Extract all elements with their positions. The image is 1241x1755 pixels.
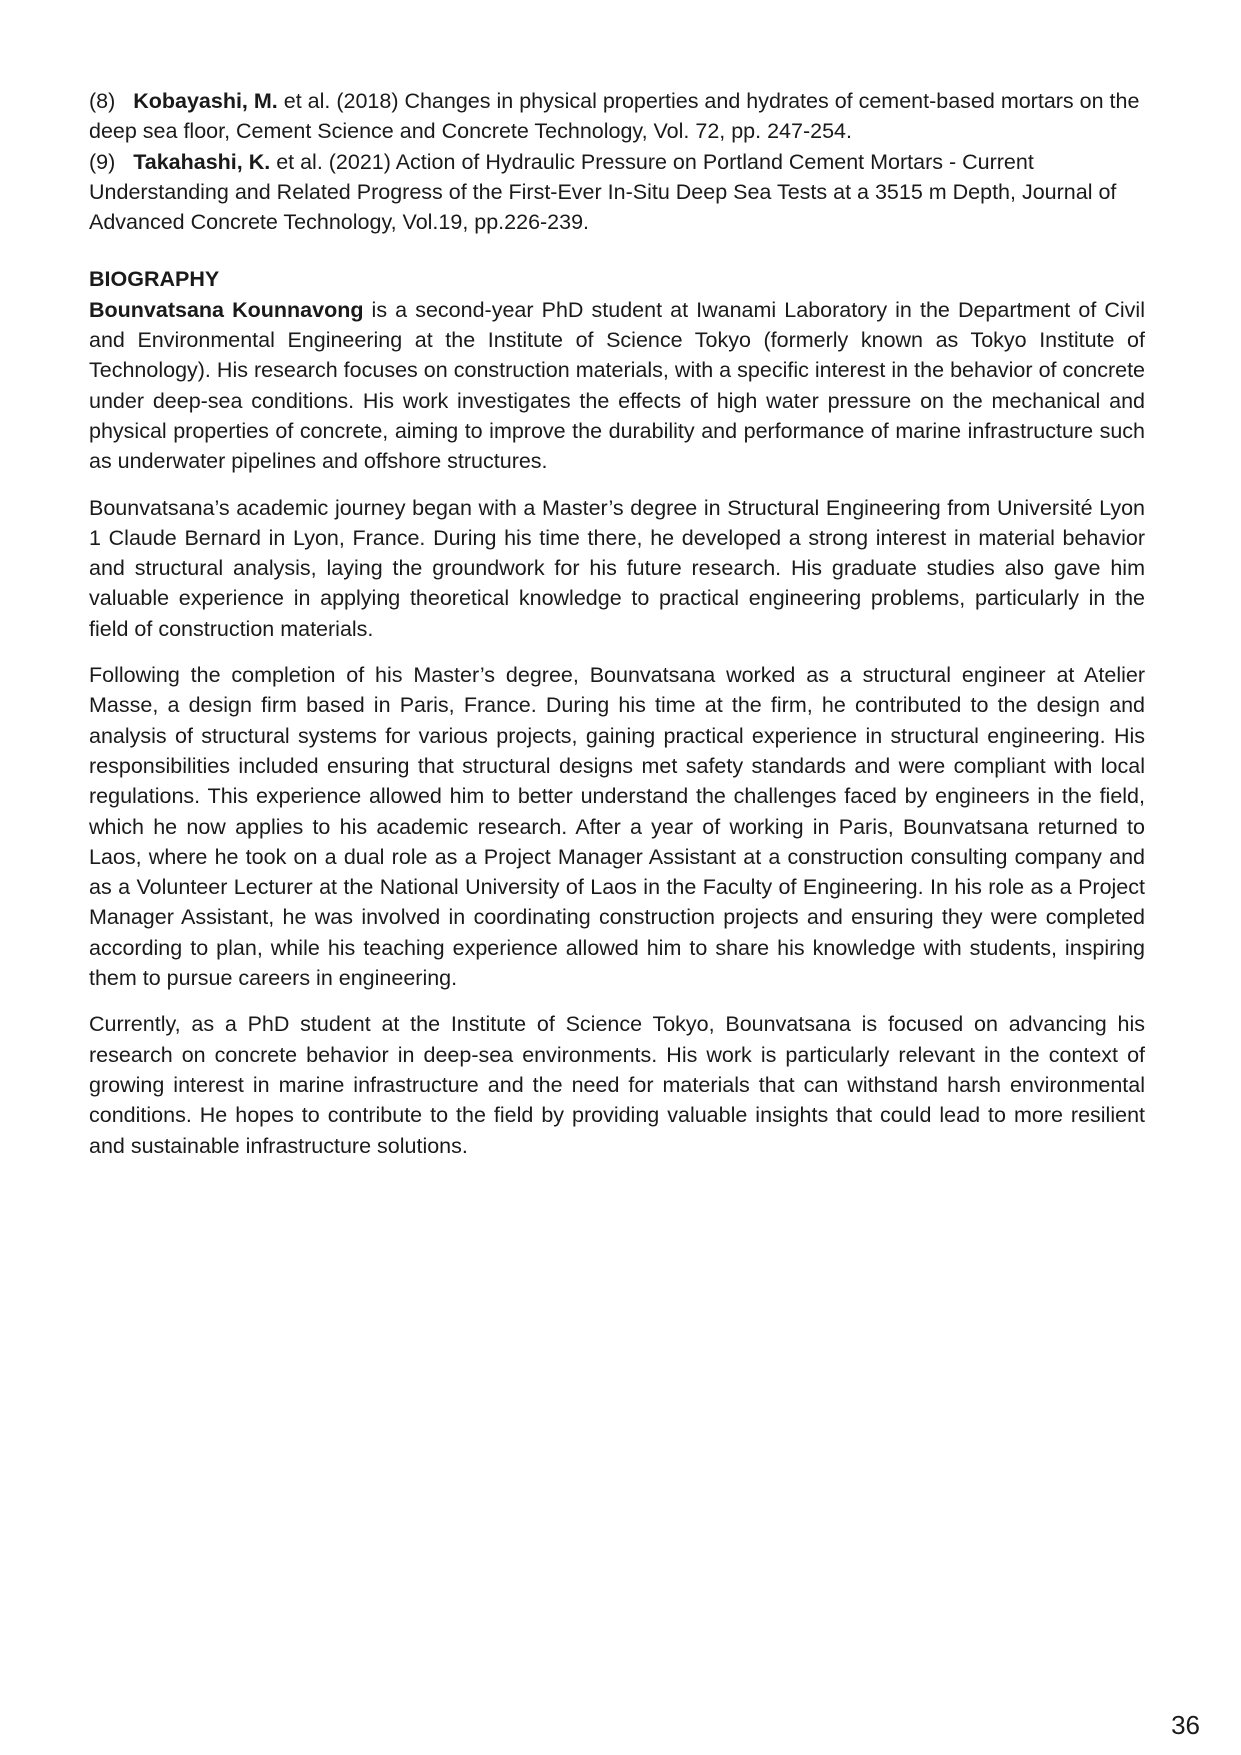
reference-number: (9) xyxy=(89,149,116,174)
reference-text: et al. (2021) Action of Hydraulic Pressure on Portland Cement Mortars - Current Understanding and Related Progress of the First-Ever In-Situ Deep Sea Tests at a 3515 m Depth, Journal of Advanced Concrete Technology, Vol.19, pp.226-239. xyxy=(89,149,1117,235)
biography-heading: BIOGRAPHY xyxy=(89,267,220,292)
biography-paragraph-1 xyxy=(89,295,1145,477)
biography-paragraph-4: Currently, as a PhD student at the Institute of Science Tokyo, Bounvatsana is focused on advancing his research on concrete behavior in deep-sea environments. His work is particularly relevant in the context of growing interest in marine infrastructure and the need for materials that can withstand harsh environmental conditions. He hopes to contribute to the field by providing valuable insights that could lead to more resilient and sustainable infrastructure solutions. xyxy=(89,1012,1145,1158)
biography-paragraph-1-text: is a second-year PhD student at Iwanami Laboratory in the Department of Civil and Environmental Engineering at the Institute of Science Tokyo (formerly known as Tokyo Institute of Technology). His research focuses on construction materials, with a specific interest in the behavior of concrete under deep-sea conditions. His work investigates the effects of high water pressure on the mechanical and physical properties of concrete, aiming to improve the durability and performance of marine infrastructure such as underwater pipelines and offshore structures. xyxy=(89,297,1145,474)
biography-paragraph-2: Bounvatsana’s academic journey began with a Master’s degree in Structural Engineering from Université Lyon 1 Claude Bernard in Lyon, France. During his time there, he developed a strong interest in material behavior and structural analysis, laying the groundwork for his future research. His graduate studies also gave him valuable experience in applying theoretical knowledge to practical engineering problems, particularly in the field of construction materials. xyxy=(89,495,1145,641)
reference-number: (8) xyxy=(89,89,116,113)
page-content xyxy=(89,86,1145,1177)
reference-author: Kobayashi, M. xyxy=(133,89,278,113)
biography-paragraph-3: Following the completion of his Master’s degree, Bounvatsana worked as a structural engineer at Atelier Masse, a design firm based in Paris, France. During his time at the firm, he contributed to the design and analysis of structural systems for various projects, gaining practical experience in structural engineering. His responsibilities included ensuring that structural designs met safety standards and were compliant with local regulations. This experience allowed him to better understand the challenges faced by engineers in the field, which he now applies to his academic research. After a year of working in Paris, Bounvatsana returned to Laos, where he took on a dual role as a Project Manager Assistant at a construction consulting company and as a Volunteer Lecturer at the National University of Laos in the Faculty of Engineering. In his role as a Project Manager Assistant, he was involved in coordinating construction projects and ensuring they were completed according to plan, while his teaching experience allowed him to share his knowledge with students, inspiring them to pursue careers in engineering. xyxy=(89,663,1145,991)
reference-text: et al. (2018) Changes in physical properties and hydrates of cement-based mortars on the deep sea floor, Cement Science and Concrete Technology, Vol. 72, pp. 247-254. xyxy=(89,89,1140,144)
biography-name: Bounvatsana Kounnavong xyxy=(89,297,364,322)
reference-8 xyxy=(89,86,1145,147)
reference-9 xyxy=(89,147,1145,238)
reference-author: Takahashi, K. xyxy=(133,149,271,174)
page-number: 36 xyxy=(1171,1710,1200,1740)
